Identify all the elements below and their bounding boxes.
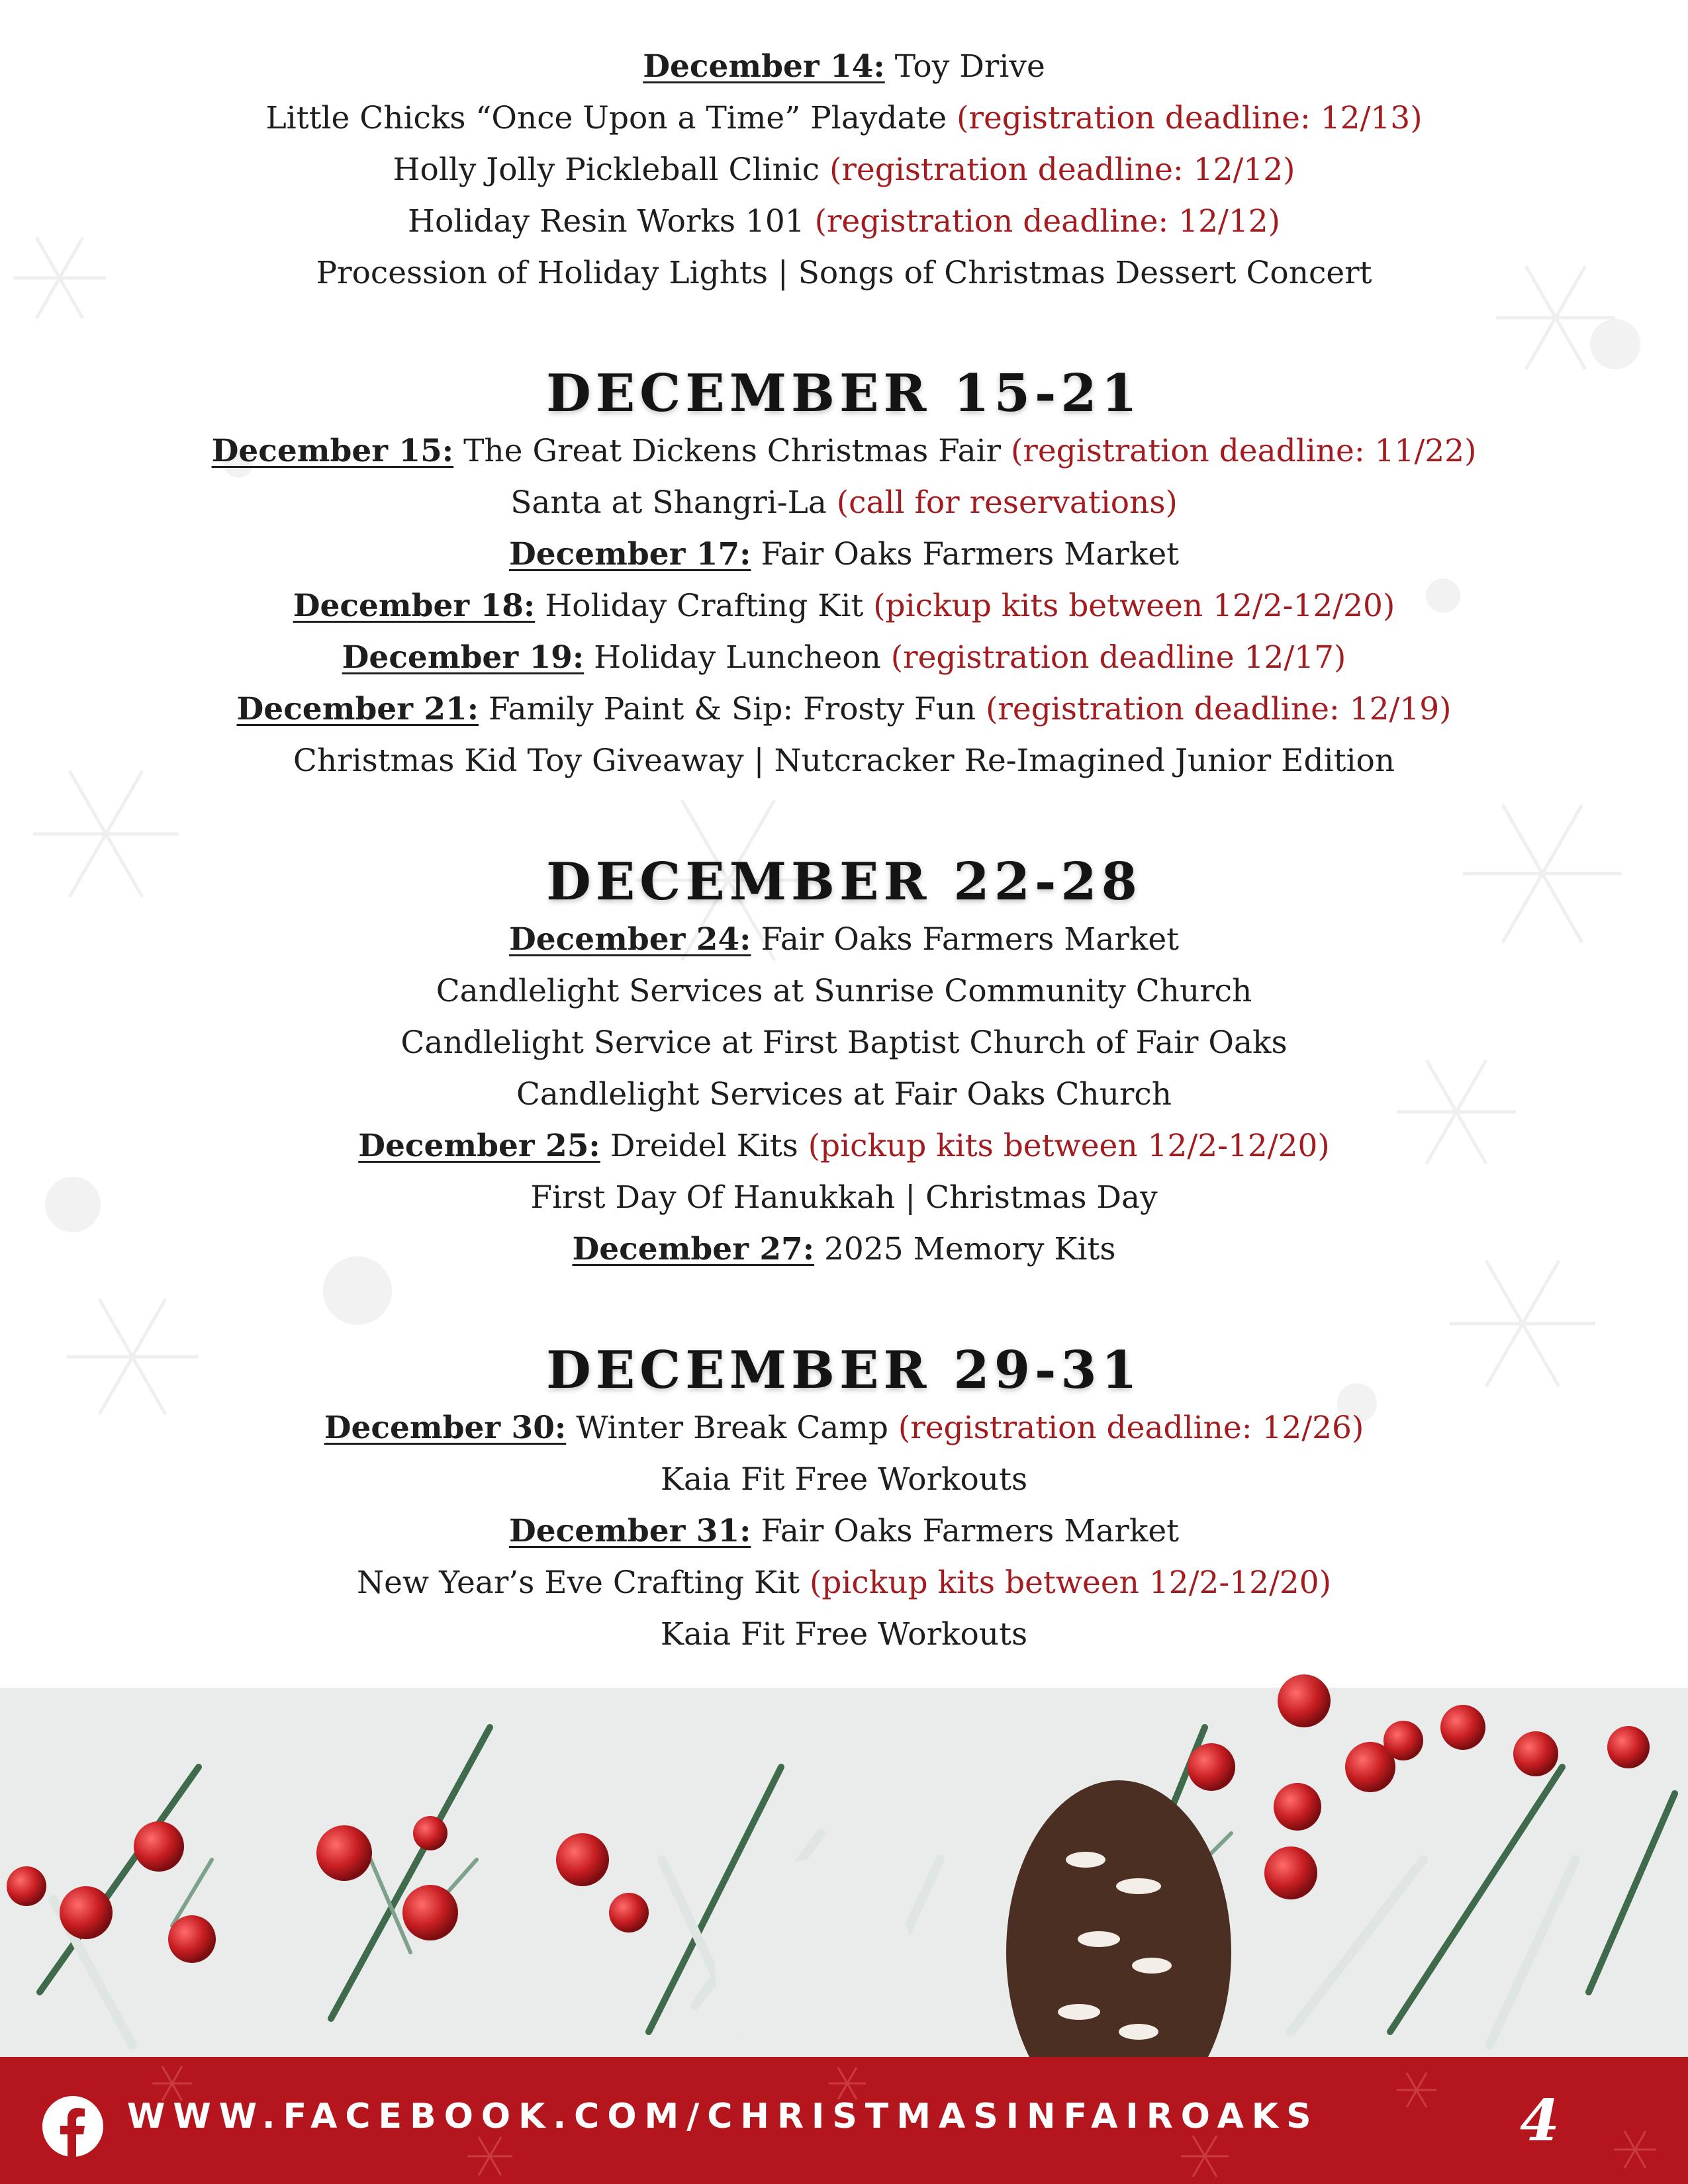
section-dec-29-31 <box>0 1339 1688 1661</box>
event-date: December 30: <box>324 1410 567 1446</box>
event-line <box>0 1224 1688 1275</box>
event-line <box>0 632 1688 684</box>
event-line <box>0 1172 1688 1224</box>
event-text: Kaia Fit Free Workouts <box>660 1461 1028 1498</box>
week-heading: DECEMBER 15-21 <box>546 363 1142 424</box>
event-text: Holly Jolly Pickleball Clinic <box>393 152 830 188</box>
event-text: Holiday Crafting Kit <box>535 588 874 624</box>
event-line <box>0 580 1688 632</box>
event-line <box>0 93 1688 144</box>
event-date: December 15: <box>211 433 454 469</box>
event-text: Dreidel Kits <box>600 1128 808 1164</box>
event-note: (registration deadline: 12/19) <box>986 691 1452 727</box>
event-date: December 31: <box>508 1513 751 1549</box>
event-text: Candlelight Services at Fair Oaks Church <box>516 1076 1172 1113</box>
event-text: Fair Oaks Farmers Market <box>751 1513 1180 1549</box>
event-date: December 14: <box>643 48 885 85</box>
event-note: (registration deadline: 12/26) <box>898 1410 1364 1446</box>
event-line <box>0 196 1688 248</box>
event-text: Winter Break Camp <box>566 1410 898 1446</box>
event-text: Fair Oaks Farmers Market <box>751 536 1180 572</box>
event-text: Candlelight Services at Sunrise Community Church <box>436 973 1252 1009</box>
event-line <box>0 1454 1688 1506</box>
footer-bar <box>0 2057 1688 2184</box>
event-line <box>0 144 1688 196</box>
event-text: Toy Drive <box>884 48 1045 85</box>
event-date: December 18: <box>293 588 536 624</box>
event-text: Little Chicks “Once Upon a Time” Playdate <box>265 100 957 136</box>
event-line <box>0 1609 1688 1661</box>
event-text: Holiday Resin Works 101 <box>408 203 815 240</box>
week-heading: DECEMBER 29-31 <box>546 1340 1142 1400</box>
event-text: Fair Oaks Farmers Market <box>751 921 1180 958</box>
event-text: New Year’s Eve Crafting Kit <box>356 1565 810 1601</box>
week-heading: DECEMBER 22-28 <box>546 852 1142 912</box>
event-note: (pickup kits between 12/2-12/20) <box>809 1565 1332 1601</box>
event-date: December 17: <box>508 536 751 572</box>
event-line <box>0 248 1688 299</box>
event-line <box>0 684 1688 735</box>
event-text: Family Paint & Sip: Frosty Fun <box>479 691 986 727</box>
event-date: December 25: <box>358 1128 600 1164</box>
facebook-icon[interactable] <box>41 2095 105 2158</box>
event-text: Christmas Kid Toy Giveaway | Nutcracker Re-Imagined Junior Edition <box>293 743 1395 779</box>
event-line <box>0 1557 1688 1609</box>
event-line <box>0 426 1688 477</box>
event-text: The Great Dickens Christmas Fair <box>453 433 1011 469</box>
event-note: (call for reservations) <box>836 484 1178 521</box>
event-text: Procession of Holiday Lights | Songs of Christmas Dessert Concert <box>316 255 1372 291</box>
event-note: (registration deadline 12/17) <box>890 639 1346 676</box>
event-date: December 27: <box>572 1231 815 1267</box>
event-line <box>0 1017 1688 1069</box>
event-date: December 24: <box>508 921 751 958</box>
event-text: Candlelight Service at First Baptist Church of Fair Oaks <box>400 1024 1288 1061</box>
event-line <box>0 41 1688 93</box>
event-line <box>0 914 1688 966</box>
event-note: (registration deadline: 12/13) <box>957 100 1423 136</box>
event-note: (registration deadline: 12/12) <box>814 203 1280 240</box>
facebook-url-link[interactable]: WWW.FACEBOOK.COM/CHRISTMASINFAIROAKS <box>127 2097 1319 2136</box>
event-date: December 21: <box>236 691 479 727</box>
event-text: Kaia Fit Free Workouts <box>660 1616 1028 1653</box>
event-note: (pickup kits between 12/2-12/20) <box>808 1128 1330 1164</box>
section-dec-22-28 <box>0 850 1688 1275</box>
event-text: 2025 Memory Kits <box>814 1231 1116 1267</box>
event-line <box>0 1069 1688 1120</box>
event-line <box>0 477 1688 529</box>
section-dec-15-21 <box>0 362 1688 787</box>
event-line <box>0 1120 1688 1172</box>
event-line <box>0 966 1688 1017</box>
event-line <box>0 1402 1688 1454</box>
event-text: First Day Of Hanukkah | Christmas Day <box>530 1179 1158 1216</box>
event-text: Holiday Luncheon <box>584 639 891 676</box>
page-number: 4 <box>1520 2087 1560 2154</box>
event-text: Santa at Shangri-La <box>510 484 837 521</box>
event-date: December 19: <box>342 639 585 676</box>
event-note: (pickup kits between 12/2-12/20) <box>873 588 1395 624</box>
section-dec-14 <box>0 41 1688 299</box>
event-line <box>0 529 1688 580</box>
event-listing <box>0 41 1688 1661</box>
event-note: (registration deadline: 11/22) <box>1011 433 1477 469</box>
event-line <box>0 1506 1688 1557</box>
event-line <box>0 735 1688 787</box>
event-note: (registration deadline: 12/12) <box>829 152 1295 188</box>
